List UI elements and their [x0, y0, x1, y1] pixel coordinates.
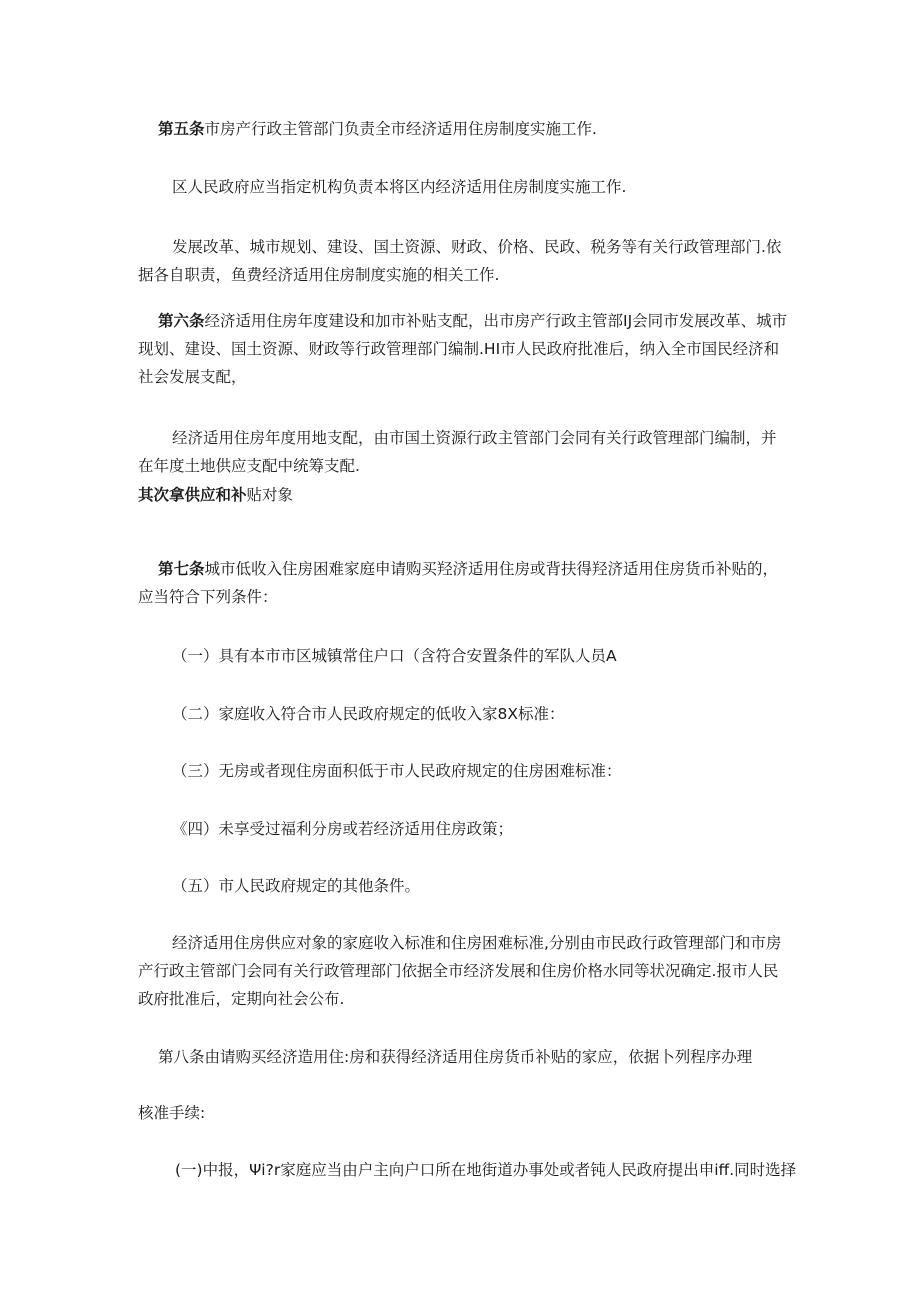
article-6-paragraph [138, 307, 788, 391]
article-8-item-1: (一)中报，Ψi?r家庭应当由户主向户口所在地街道办事处或者钝人民政府提出申iff.同时选择 [175, 1161, 797, 1179]
article-7-paragraph [138, 555, 788, 611]
article-6-paragraph-2: 经济适用住房年度用地支配，由市国土资源行政主管部门会同有关行政管理部门编制，并在年度土地供应支配中统筹支配. [138, 429, 777, 475]
article-7-item-2: （二）家庭收入符合市人民政府规定的低收入家8X标准： [172, 705, 565, 723]
article-5-paragraph-3: 发展改革、城市规划、建设、国土资源、财政、价格、民政、税务等有关行政管理部门.依据各自职责，鱼费经济适用住房制度实施的相关工作. [138, 238, 782, 284]
article-5-paragraph [158, 115, 808, 143]
article-7-item-3: （三）无房或者现住房面积低于市人民政府规定的住房困难标准： [172, 762, 622, 780]
article-6-label: 第六条 [158, 312, 205, 330]
article-6-text: 经济适用住房年度建设和加市补贴支配，出市房产行政主管部IJ会同市发展改革、城市现划、建设、国土资源、财政等行政管理部门编制.HI市人民政府批准后，纳入全市国民经济和社会发展支配， [138, 312, 788, 386]
article-7-item-5: （五）市人民政府规定的其他条件。 [172, 877, 421, 895]
chapter-heading-bold: 其次拿供应和补 [138, 486, 247, 504]
article-7-text: 城市低收入住房困难家庭申请购买羟济适用住房或背扶得羟济适用住房货币补贴的，应当符合下列条件： [138, 560, 779, 606]
article-7-label: 第七条 [158, 560, 205, 578]
article-7-item-4: 《四）未享受过福利分房或若经济适用住房政策； [172, 820, 514, 838]
chapter-heading [138, 481, 788, 509]
chapter-heading-rest: 贴对象 [246, 486, 294, 504]
article-8-line-1: 第八条由请购买经济造用住:房和获得经济适用住房货币补贴的家应，依据卜列程序办理 [158, 1048, 753, 1066]
article-7-item-1: （一）具有本市市区城镇常住户口（含符合安置条件的军队人员A [172, 647, 617, 665]
article-5-label: 第五条 [158, 120, 205, 138]
article-5-text: 市房产行政主管部门负责全市经济适用住房制度实施工作. [204, 120, 597, 138]
article-5-paragraph-2: 区人民政府应当指定机构负责本将区内经济适用住房制度实施工作. [172, 178, 627, 196]
article-7-paragraph-2: 经济适用住房供应对象的家庭收入标准和住房困难标准,分别由市民政行政管理部门和市房产行政主管部门会同有关行政管理部门依据全市经济发展和住房价格水同等状况确定.报市人民政府批准后，定期向社会公布. [138, 934, 782, 1008]
article-8-line-2: 核准手续: [138, 1104, 206, 1122]
